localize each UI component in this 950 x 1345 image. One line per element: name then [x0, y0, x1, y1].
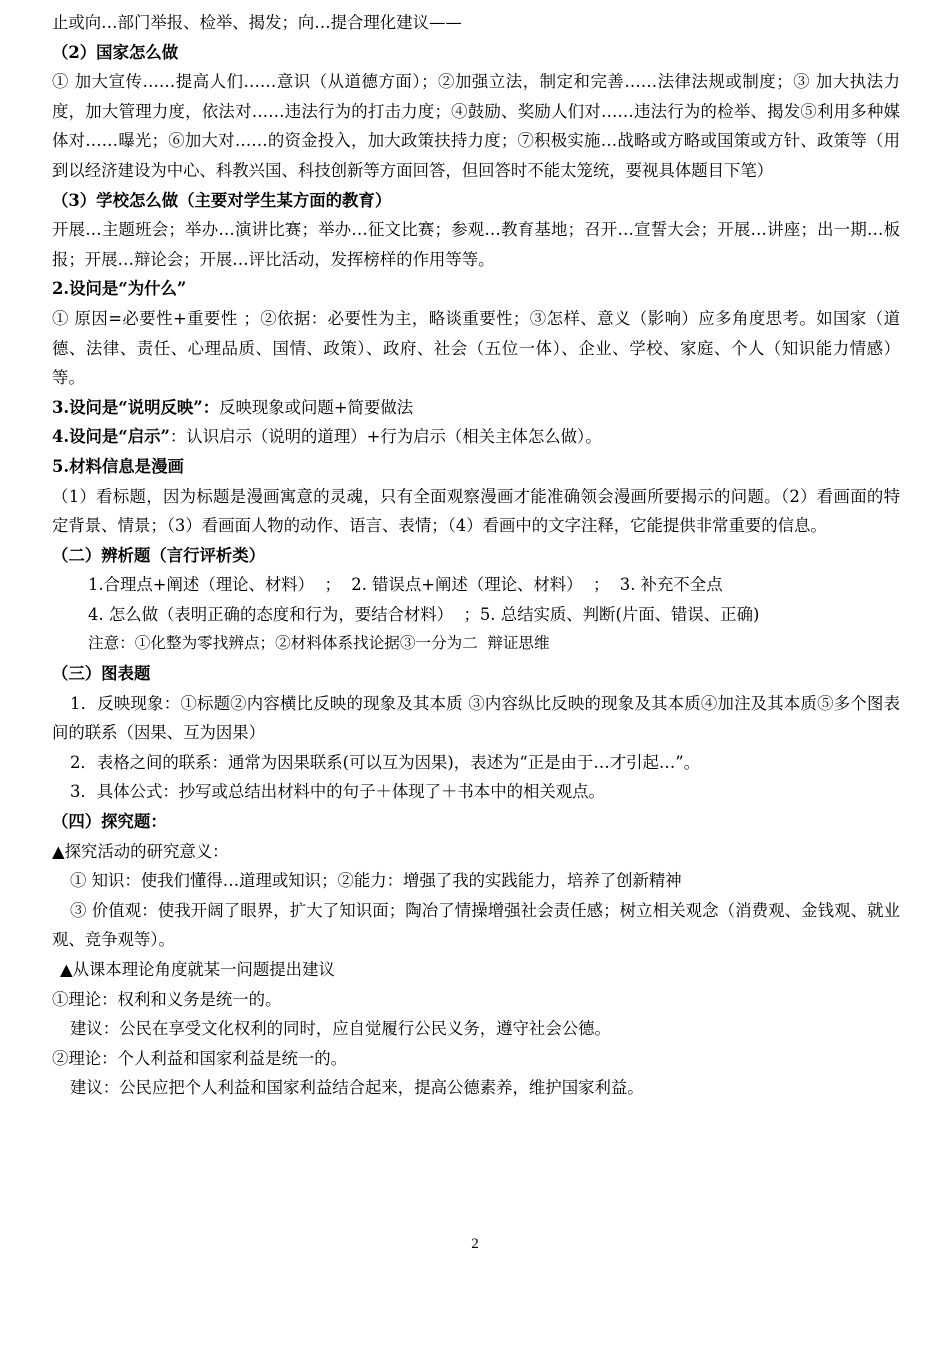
heading-why: 2.设问是“为什么”	[52, 279, 187, 299]
heading-reflect: 3.设问是“说明反映”：	[52, 397, 220, 417]
document-page	[52, 8, 900, 1103]
text-line-analysis-2: 4. 怎么做（表明正确的态度和行为，要结合材料） ；5. 总结实质、判断(片面、错误、正确)	[88, 604, 760, 624]
text-line-suggestion-1: 建议：公民在享受文化权利的同时，应自觉履行公民义务，遵守社会公德。	[70, 1019, 611, 1039]
heading-inquiry: （四）探究题：	[52, 812, 167, 832]
page-number: 2	[471, 1236, 479, 1252]
heading-inspiration: 4.设问是“启示”	[52, 427, 170, 447]
text-reflect: 反映现象或问题+简要做法	[219, 397, 414, 417]
line-reflect	[52, 393, 900, 423]
paragraph-chart-1: 1．反映现象：①标题②内容横比反映的现象及其本质 ③内容纵比反映的现象及其本质④加注及其本质⑤多个图表间的联系（因果、互为因果）	[52, 693, 900, 743]
text-line-suggestion-heading: ▲从课本理论角度就某一问题提出建议	[60, 960, 335, 979]
text-line: 止或向…部门举报、检举、揭发；向…提合理化建议——	[52, 13, 462, 32]
text-line-theory-2: ②理论：个人利益和国家利益是统一的。	[52, 1048, 348, 1068]
heading-cartoon: 5.材料信息是漫画	[52, 456, 184, 476]
text-line-knowledge: ① 知识：使我们懂得…道理或知识；②能力：增强了我的实践能力，培养了创新精神	[70, 871, 682, 891]
heading-analysis: （二）辨析题（言行评析类）	[52, 545, 266, 565]
paragraph-cartoon: （1）看标题，因为标题是漫画寓意的灵魂，只有全面观察漫画才能准确领会漫画所要揭示的问题。（2）看画面的特定背景、情景；（3）看画面人物的动作、语言、表情；（4）看画中的文字注释，它能提供非常重要的信息。	[52, 486, 900, 536]
text-line-chart-3: 3．具体公式：抄写或总结出材料中的句子＋体现了＋书本中的相关观点。	[70, 782, 605, 802]
section-heading-country: （2）国家怎么做	[52, 42, 179, 62]
text-line-theory-1: ①理论：权利和义务是统一的。	[52, 989, 282, 1009]
section-heading-school: （3）学校怎么做（主要对学生某方面的教育）	[52, 190, 392, 210]
paragraph-why: ① 原因=必要性+重要性 ；②依据：必要性为主，略谈重要性；③怎样、意义（影响）应多角度思考。如国家（道德、法律、责任、心理品质、国情、政策）、政府、社会（五位一体）、企业、学校、家庭、个人（知识能力情感）等。	[52, 308, 900, 388]
text-line-chart-2: 2．表格之间的联系：通常为因果联系(可以互为因果)，表述为“正是由于…才引起…”。	[70, 752, 701, 772]
text-line-suggestion-2: 建议：公民应把个人利益和国家利益结合起来，提高公德素养，维护国家利益。	[70, 1078, 644, 1098]
line-inspiration	[52, 422, 900, 452]
heading-chart: （三）图表题	[52, 664, 151, 684]
note-analysis: 注意：①化整为零找辨点；②材料体系找论据③一分为二 辩证思维	[88, 634, 550, 653]
text-inspiration: ：认识启示（说明的道理）+行为启示（相关主体怎么做）。	[169, 427, 602, 447]
paragraph-country-measures: ① 加大宣传……提高人们……意识（从道德方面）；②加强立法，制定和完善……法律法规或制度；③ 加大执法力度，加大管理力度，依法对……违法行为的打击力度；④鼓励、奖励人们对……违法行为的检举、揭发⑤利用多种媒体对……曝光；⑥加大对……的资金投入，加大政策扶持力度；⑦积极实施…战略或方略或国策或方针、政策等（用到以经济建设为中心、科教兴国、科技创新等方面回答，但回答时不能太笼统，要视具体题目下笔）	[52, 72, 900, 180]
paragraph-school-measures: 开展…主题班会；举办…演讲比赛；举办…征文比赛；参观…教育基地；召开…宣誓大会；开展…讲座；出一期…板报；开展…辩论会；开展…评比活动，发挥榜样的作用等等。	[52, 220, 900, 269]
text-line-inquiry-meaning: ▲探究活动的研究意义：	[52, 841, 229, 861]
paragraph-values: ③ 价值观：使我开阔了眼界，扩大了知识面；陶冶了情操增强社会责任感；树立相关观念（消费观、金钱观、就业观、竞争观等）。	[52, 900, 900, 950]
text-line-analysis-1: 1.合理点+阐述（理论、材料） ； 2. 错误点+阐述（理论、材料） ； 3. 补充不全点	[88, 575, 723, 595]
